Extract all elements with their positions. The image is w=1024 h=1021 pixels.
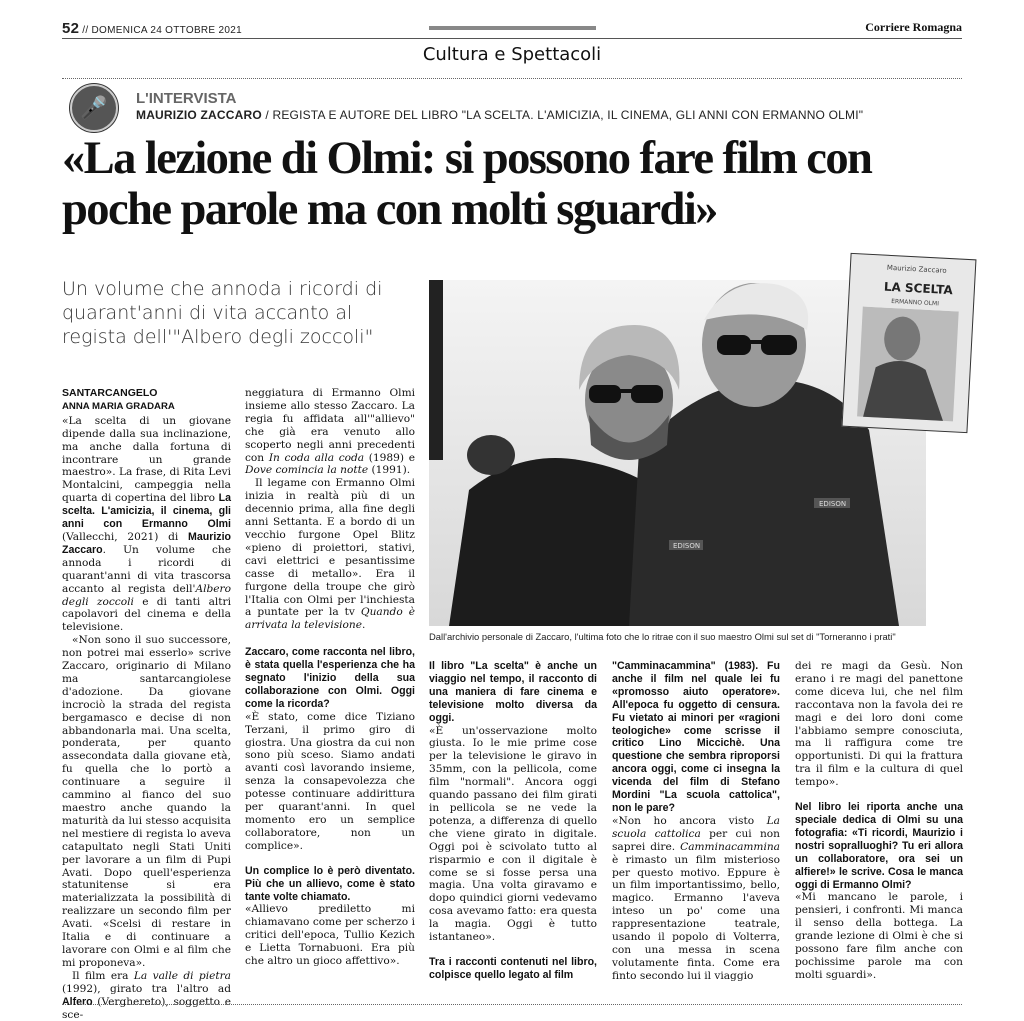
photo-caption: Dall'archivio personale di Zaccaro, l'ultima foto che lo ritrae con il suo maestro Olmi sul set di "Torneranno i prati" bbox=[429, 631, 896, 642]
header-bar bbox=[429, 26, 596, 30]
kicker-label: L'INTERVISTA bbox=[136, 90, 237, 107]
interview-answer: dei re magi da Gesù. Non erano i re magi del panettone come diceva lui, che nel film raccontava non la favola dei re magi e dei loro doni come l'abbiamo sempre conosciuta, ma li raffigura come tre opportunisti. Di qui la frattura tra il film e la cultura di quel tempo». bbox=[795, 660, 963, 789]
page-number: 52 bbox=[62, 20, 80, 37]
interview-question: Zaccaro, come racconta nel libro, è stata quella l'esperienza che ha segnato l'inizio della sua collaborazione con Olmi. Oggi come la ricorda? bbox=[245, 646, 415, 710]
interview-question: Il libro "La scelta" è anche un viaggio nel tempo, il racconto di una maniera di fare cinema e televisione molto diversa da oggi. bbox=[429, 660, 597, 724]
column-3 bbox=[429, 660, 597, 982]
interview-answer: «È stato, come dice Tiziano Terzani, il primo giro di giostra. Una giostra da cui non sono più sceso. Siamo andati avanti così lavorando insieme, senza la consapevolezza che potesse continuare addirittura per quarant'anni. In quel momento ero un semplice collaboratore, non un complice». bbox=[245, 710, 415, 852]
kicker-role: / REGISTA E AUTORE DEL LIBRO "LA SCELTA. L'AMICIZIA, IL CINEMA, GLI ANNI CON ERMANNO OLMI" bbox=[261, 108, 864, 122]
section-title: Cultura e Spettacoli bbox=[422, 44, 602, 65]
interview-answer: «È un'osservazione molto giusta. Io le mie prime cose per la televisione le giravo in 35mm, con la pellicola, come film "normali". Ancora oggi quando passano dei film girati in pellicola se ne vede la potenza, a differenza di quello che viene girato in digitale. Oggi poi è scivolato tutto al risparmio e con il digitale è come se si fosse persa una magia. Una volta giravamo e dopo quindici giorni vedevamo cosa avevamo fatto: era questa la magia. Oggi è tutto istantaneo». bbox=[429, 724, 597, 944]
subheadline: Un volume che annoda i ricordi di quarant'anni di vita accanto al regista dell'"Albero degli zoccoli" bbox=[62, 278, 383, 348]
book-subtitle: ERMANNO OLMI bbox=[890, 298, 940, 308]
dotted-divider bbox=[62, 78, 962, 79]
interview-answer: «Allievo prediletto mi chiamavano come per scherzo i critici dell'epoca, Tullio Kezich e Lietta Tornabuoni. Era più che altro un gioco affettivo». bbox=[245, 903, 415, 968]
dotted-divider-bottom bbox=[62, 1004, 962, 1005]
byline-author: ANNA MARIA GRADARA bbox=[62, 400, 175, 412]
paragraph: neggiatura di Ermanno Olmi insieme allo stesso Zaccaro. La regia fu affidata all'"allievo" che già era venuto allo scoperto negli anni precedenti con In coda alla coda (1989) e Dove comincia la notte (1991). bbox=[245, 387, 415, 477]
paragraph: Il film era La valle di pietra (1992), girato tra l'altro ad Alfero (Verghereto), soggetto e sce- bbox=[62, 969, 231, 1021]
interview-question: Tra i racconti contenuti nel libro, colpisce quello legato al film bbox=[429, 955, 597, 981]
column-2 bbox=[245, 387, 415, 968]
page-header-left bbox=[62, 20, 242, 37]
interview-question: "Camminacammina" (1983). Fu anche il film nel quale lei fu «promosso aiuto operatore». All'epoca fu oggetto di censura. Fu vietato ai minori per «ragioni teologiche» come scrisse il critico Lino Miccichè. Una questione che sembra riproporsi ancora oggi, come ci insegna la vicenda del film di Stefano Mordini "La scuola cattolica", non le pare? bbox=[612, 660, 780, 814]
kicker-person: MAURIZIO ZACCARO bbox=[136, 108, 262, 122]
book-cover bbox=[842, 253, 977, 433]
dateline-location: SANTARCANGELO bbox=[62, 387, 158, 399]
column-5 bbox=[795, 660, 963, 982]
jacket-logo-left: EDISON bbox=[673, 542, 701, 550]
paragraph: «La scelta di un giovane dipende dalla sua inclinazione, ma anche dalla fortuna di incontrare un grande maestro». La frase, di Rita Levi Montalcini, campeggia nella quarta di copertina del libro La scelta. L'amicizia, il cinema, gli anni con Ermanno Olmi (Vallecchi, 2021) di Maurizio Zaccaro. Un volume che annoda i ricordi di quarant'anni di vita trascorsa accanto al regista dell'Albero degli zoccoli e di tanti altri capolavori del cinema e della televisione. bbox=[62, 414, 231, 634]
book-title: LA SCELTA bbox=[883, 279, 954, 298]
interview-answer: «Mi mancano le parole, i pensieri, i confronti. Mi manca il senso della bottega. La grande lezione di Olmi è che si possono fare film anche con pochissime parole ma con molti sguardi». bbox=[795, 891, 963, 981]
jacket-logo-right: EDISON bbox=[819, 500, 847, 508]
microphone-icon: 🎤 bbox=[70, 84, 118, 132]
header-rule bbox=[62, 38, 962, 39]
book-cover-photo bbox=[843, 306, 973, 432]
interview-answer: «Non ho ancora visto La scuola cattolica per cui non saprei dire. Camminacammina è rimasto un film misterioso per questo motivo. Eppure è un film importantissimo, bello, magico. Ermanno l'aveva inteso un po' come una rappresentazione teatrale, usando il popolo di Volterra, con una messa in scena volutamente finta. Come era finto secondo lui il viaggio bbox=[612, 814, 780, 982]
column-4 bbox=[612, 660, 780, 983]
publication-name: Corriere Romagna bbox=[865, 20, 962, 34]
interview-question: Un complice lo è però diventato. Più che un allievo, come è stato tante volte chiamato. bbox=[245, 864, 415, 903]
issue-date: // DOMENICA 24 OTTOBRE 2021 bbox=[82, 25, 242, 36]
kicker-line bbox=[136, 108, 863, 122]
paragraph: Il legame con Ermanno Olmi inizia in realtà più di un decennio prima, alla fine degli anni Settanta. E a bordo di un vecchio furgone Opel Blitz «pieno di proiettori, stativi, cavi elettrici e pesantissime casse di metallo». Era il furgone della troupe che girò l'Italia con Olmi per l'inchiesta a puntate per la tv Quando è arrivata la televisione. bbox=[245, 477, 415, 632]
book-author: Maurizio Zaccaro bbox=[886, 263, 947, 275]
interview-question: Nel libro lei riporta anche una speciale dedica di Olmi su una fotografia: «Ti ricordi, Maurizio i nostri sopralluoghi? Tu eri allora un collaboratore, ora sei un alfiere!» le scrive. Cosa le manca oggi di Ermanno Olmi? bbox=[795, 801, 963, 891]
paragraph: «Non sono il suo successore, non potrei mai esserlo» scrive Zaccaro, originario di Milano ma santarcangiolese d'adozione. Da giovane incrociò la strada del regista bergamasco e decise di non abbandonarla mai. Una scelta, ponderata, per quanto assecondata dalla giovane età, fu quella che lo portò a continuare a seguire il cammino al fianco del suo maestro anche quando la maturità da lui stesso acquisita nel mestiere di regista lo aveva catapultato negli Stati Uniti per lavorare a un film di Pupi Avati. Dopo quell'esperienza statunitense si era materializzata la possibilità di realizzare un secondo film per Avati. «Scelsi di restare in Italia e di continuare a lavorare con Olmi e al film che mi proponeva». bbox=[62, 634, 231, 969]
headline: «La lezione di Olmi: si possono fare film con poche parole ma con molti sguardi» bbox=[62, 132, 872, 235]
column-1 bbox=[62, 387, 231, 1021]
